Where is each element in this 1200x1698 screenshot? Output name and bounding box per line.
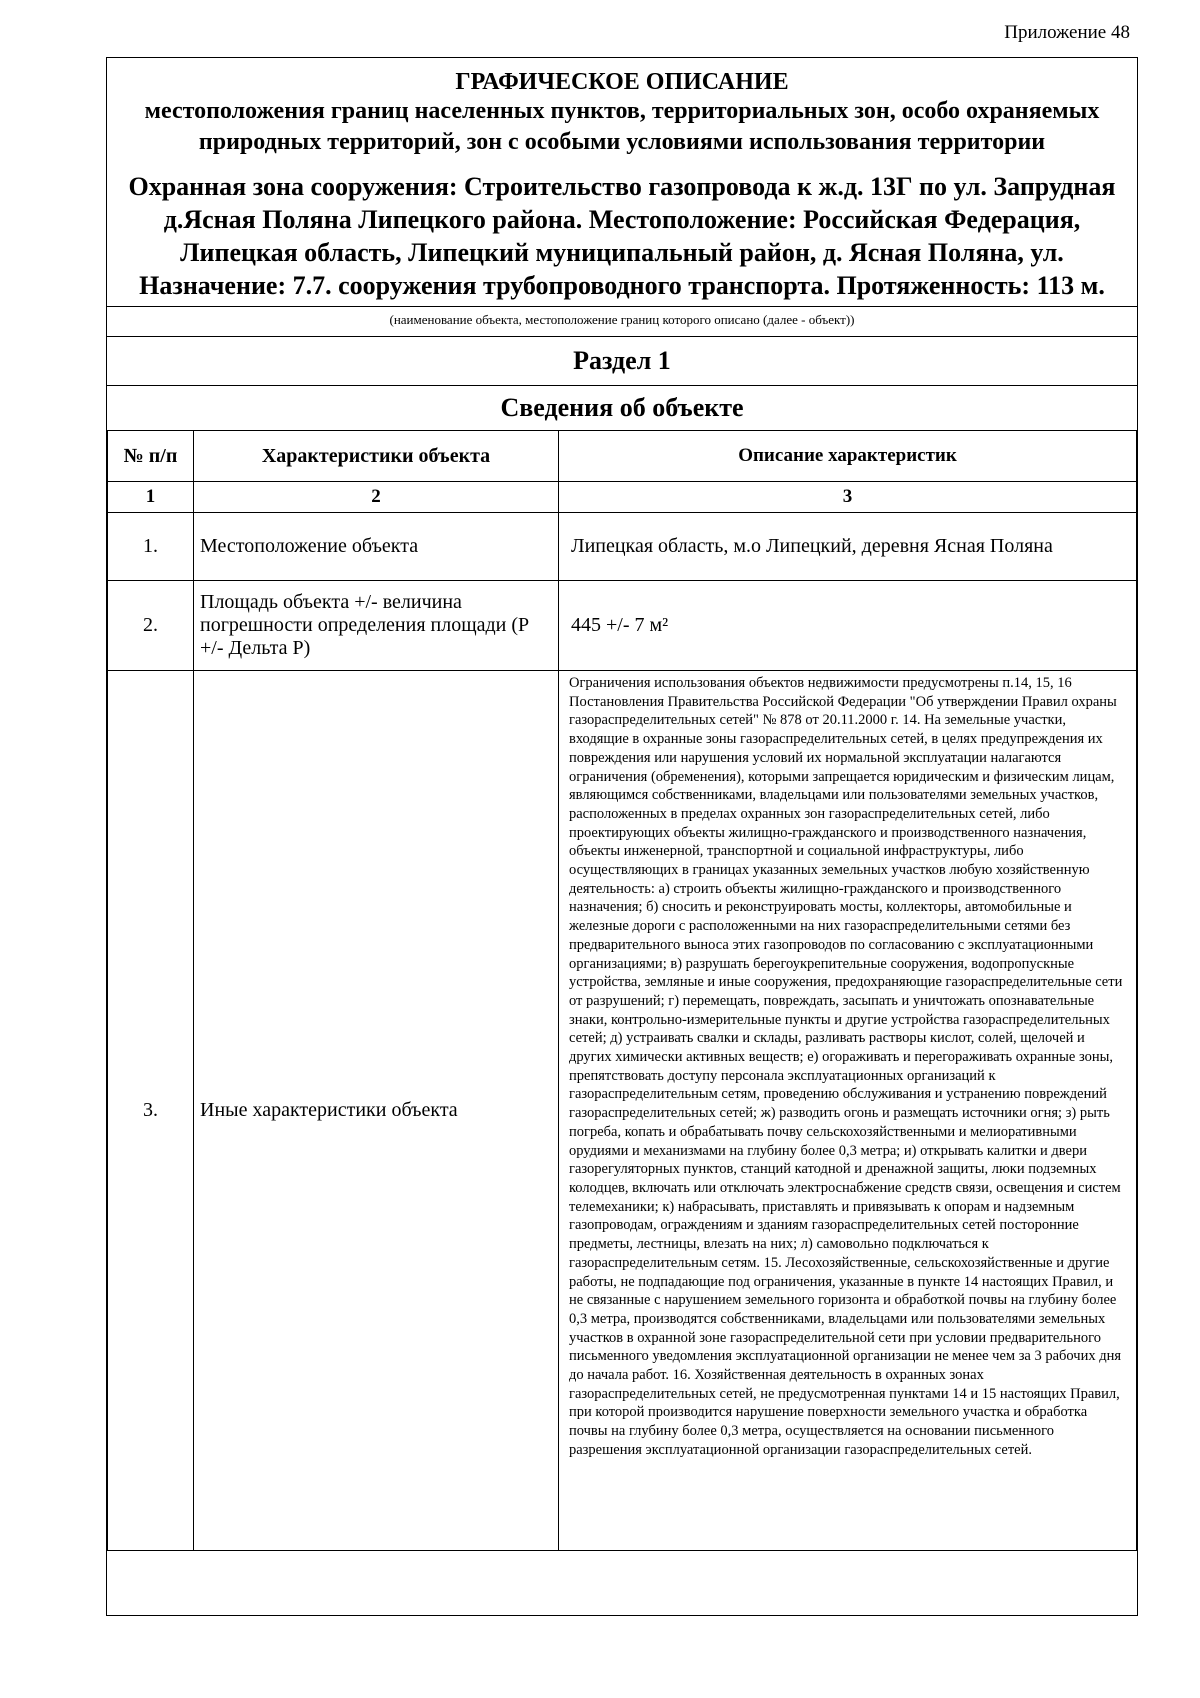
document-subtitle: местоположения границ населенных пунктов, территориальных зон, особо охраняемых природных территорий, зон с особыми условиями использования территории (144, 98, 1100, 155)
header-characteristic: Характеристики объекта (194, 431, 559, 482)
document-title: ГРАФИЧЕСКОЕ ОПИСАНИЕ (455, 69, 789, 95)
row-characteristic: Местоположение объекта (194, 513, 559, 581)
document-frame (106, 57, 1138, 1616)
table-row (108, 581, 1137, 671)
table-row (108, 513, 1137, 581)
row-value: 445 +/- 7 м² (559, 581, 1137, 671)
column-number: 1 (108, 482, 194, 513)
column-number: 3 (559, 482, 1137, 513)
object-underline (107, 306, 1137, 307)
column-number: 2 (194, 482, 559, 513)
appendix-label: Приложение 48 (1004, 22, 1130, 43)
row-number: 3. (108, 671, 194, 1551)
object-info-table (107, 430, 1137, 1551)
row-number: 1. (108, 513, 194, 581)
object-name: Охранная зона сооружения: Строительство газопровода к ж.д. 13Г по ул. Запрудная д.Ясная Поляна Липецкого района. Местоположение: Российская Федерация, Липецкая область, Липецкий муниципальный район, д. Ясная Поляна, ул. Назначение: 7.7. сооружения трубопроводного транспорта. Протяженность: 113 м. (128, 172, 1116, 300)
row-number: 2. (108, 581, 194, 671)
row-value: Липецкая область, м.о Липецкий, деревня Ясная Поляна (559, 513, 1137, 581)
row-characteristic: Иные характеристики объекта (194, 671, 559, 1551)
section-subtitle: Сведения об объекте (107, 385, 1137, 430)
row-characteristic: Площадь объекта +/- величина погрешности определения площади (Р +/- Дельта Р) (194, 581, 559, 671)
column-number-row (108, 482, 1137, 513)
section-title: Раздел 1 (107, 336, 1137, 385)
object-caption: (наименование объекта, местоположение границ которого описано (далее - объект)) (389, 312, 855, 327)
row-value: Ограничения использования объектов недвижимости предусмотрены п.14, 15, 16 Постановления Правительства Российской Федерации "Об утверждении Правил охраны газораспределительных сетей" № 878 от 20.11.2000 г. 14. На земельные участки, входящие в охранные зоны газораспределительных сетей, в целях предупреждения их повреждения или нарушения условий их нормальной эксплуатации налагаются ограничения (обременения), которыми запрещается юридическим и физическим лицам, являющимся собственниками, владельцами или пользователями земельных участков, расположенных в пределах охранных зон газораспределительных сетей, либо проектирующих объекты жилищно-гражданского и производственного назначения, объекты инженерной, транспортной и социальной инфраструктуры, либо осуществляющих в границах указанных земельных участков любую хозяйственную деятельность: а) строить объекты жилищно-гражданского и производственного назначения; б) сносить и реконструировать мосты, коллекторы, автомобильные и железные дороги с расположенными на них газораспределительными сетями без предварительного выноса этих газопроводов по согласованию с эксплуатационными организациями; в) разрушать берегоукрепительные сооружения, водопропускные устройства, земляные и иные сооружения, предохраняющие газораспределительные сети от разрушений; г) перемещать, повреждать, засыпать и уничтожать опознавательные знаки, контрольно-измерительные пункты и другие устройства газораспределительных сетей; д) устраивать свалки и склады, разливать растворы кислот, солей, щелочей и других химически активных веществ; е) огораживать и перегораживать охранные зоны, препятствовать доступу персонала эксплуатационных организаций к газораспределительным сетям, проведению обслуживания и устранению повреждений газораспределительных сетей; ж) разводить огонь и размещать источники огня; з) рыть погреба, копать и обрабатывать почву сельскохозяйственными и мелиоративными орудиями и механизмами на глубину более 0,3 метра; и) открывать калитки и двери газорегуляторных пунктов, станций катодной и дренажной защиты, люки подземных колодцев, включать или отключать электроснабжение средств связи, освещения и систем телемеханики; к) набрасывать, приставлять и привязывать к опорам и надземным газопроводам, ограждениям и зданиям газораспределительных сетей посторонние предметы, лестницы, влезать на них; л) самовольно подключаться к газораспределительным сетям. 15. Лесохозяйственные, сельскохозяйственные и другие работы, не подпадающие под ограничения, указанные в пункте 14 настоящих Правил, и не связанные с нарушением земельного горизонта и обработкой почвы на глубину более 0,3 метра, производятся собственниками, владельцами или пользователями земельных участков в охранной зоне газораспределительной сети при условии предварительного письменного уведомления эксплуатационной организации не менее чем за 3 рабочих дня до начала работ. 16. Хозяйственная деятельность в охранных зонах газораспределительных сетей, не предусмотренная пунктами 14 и 15 настоящих Правил, при которой производится нарушение поверхности земельного участка и обработка почвы на глубину более 0,3 метра, осуществляется на основании письменного разрешения эксплуатационной организации газораспределительных сетей. (559, 671, 1137, 1551)
table-header-row (108, 431, 1137, 482)
table-row (108, 671, 1137, 1551)
header-number: № п/п (108, 431, 194, 482)
header-description: Описание характеристик (559, 431, 1137, 482)
